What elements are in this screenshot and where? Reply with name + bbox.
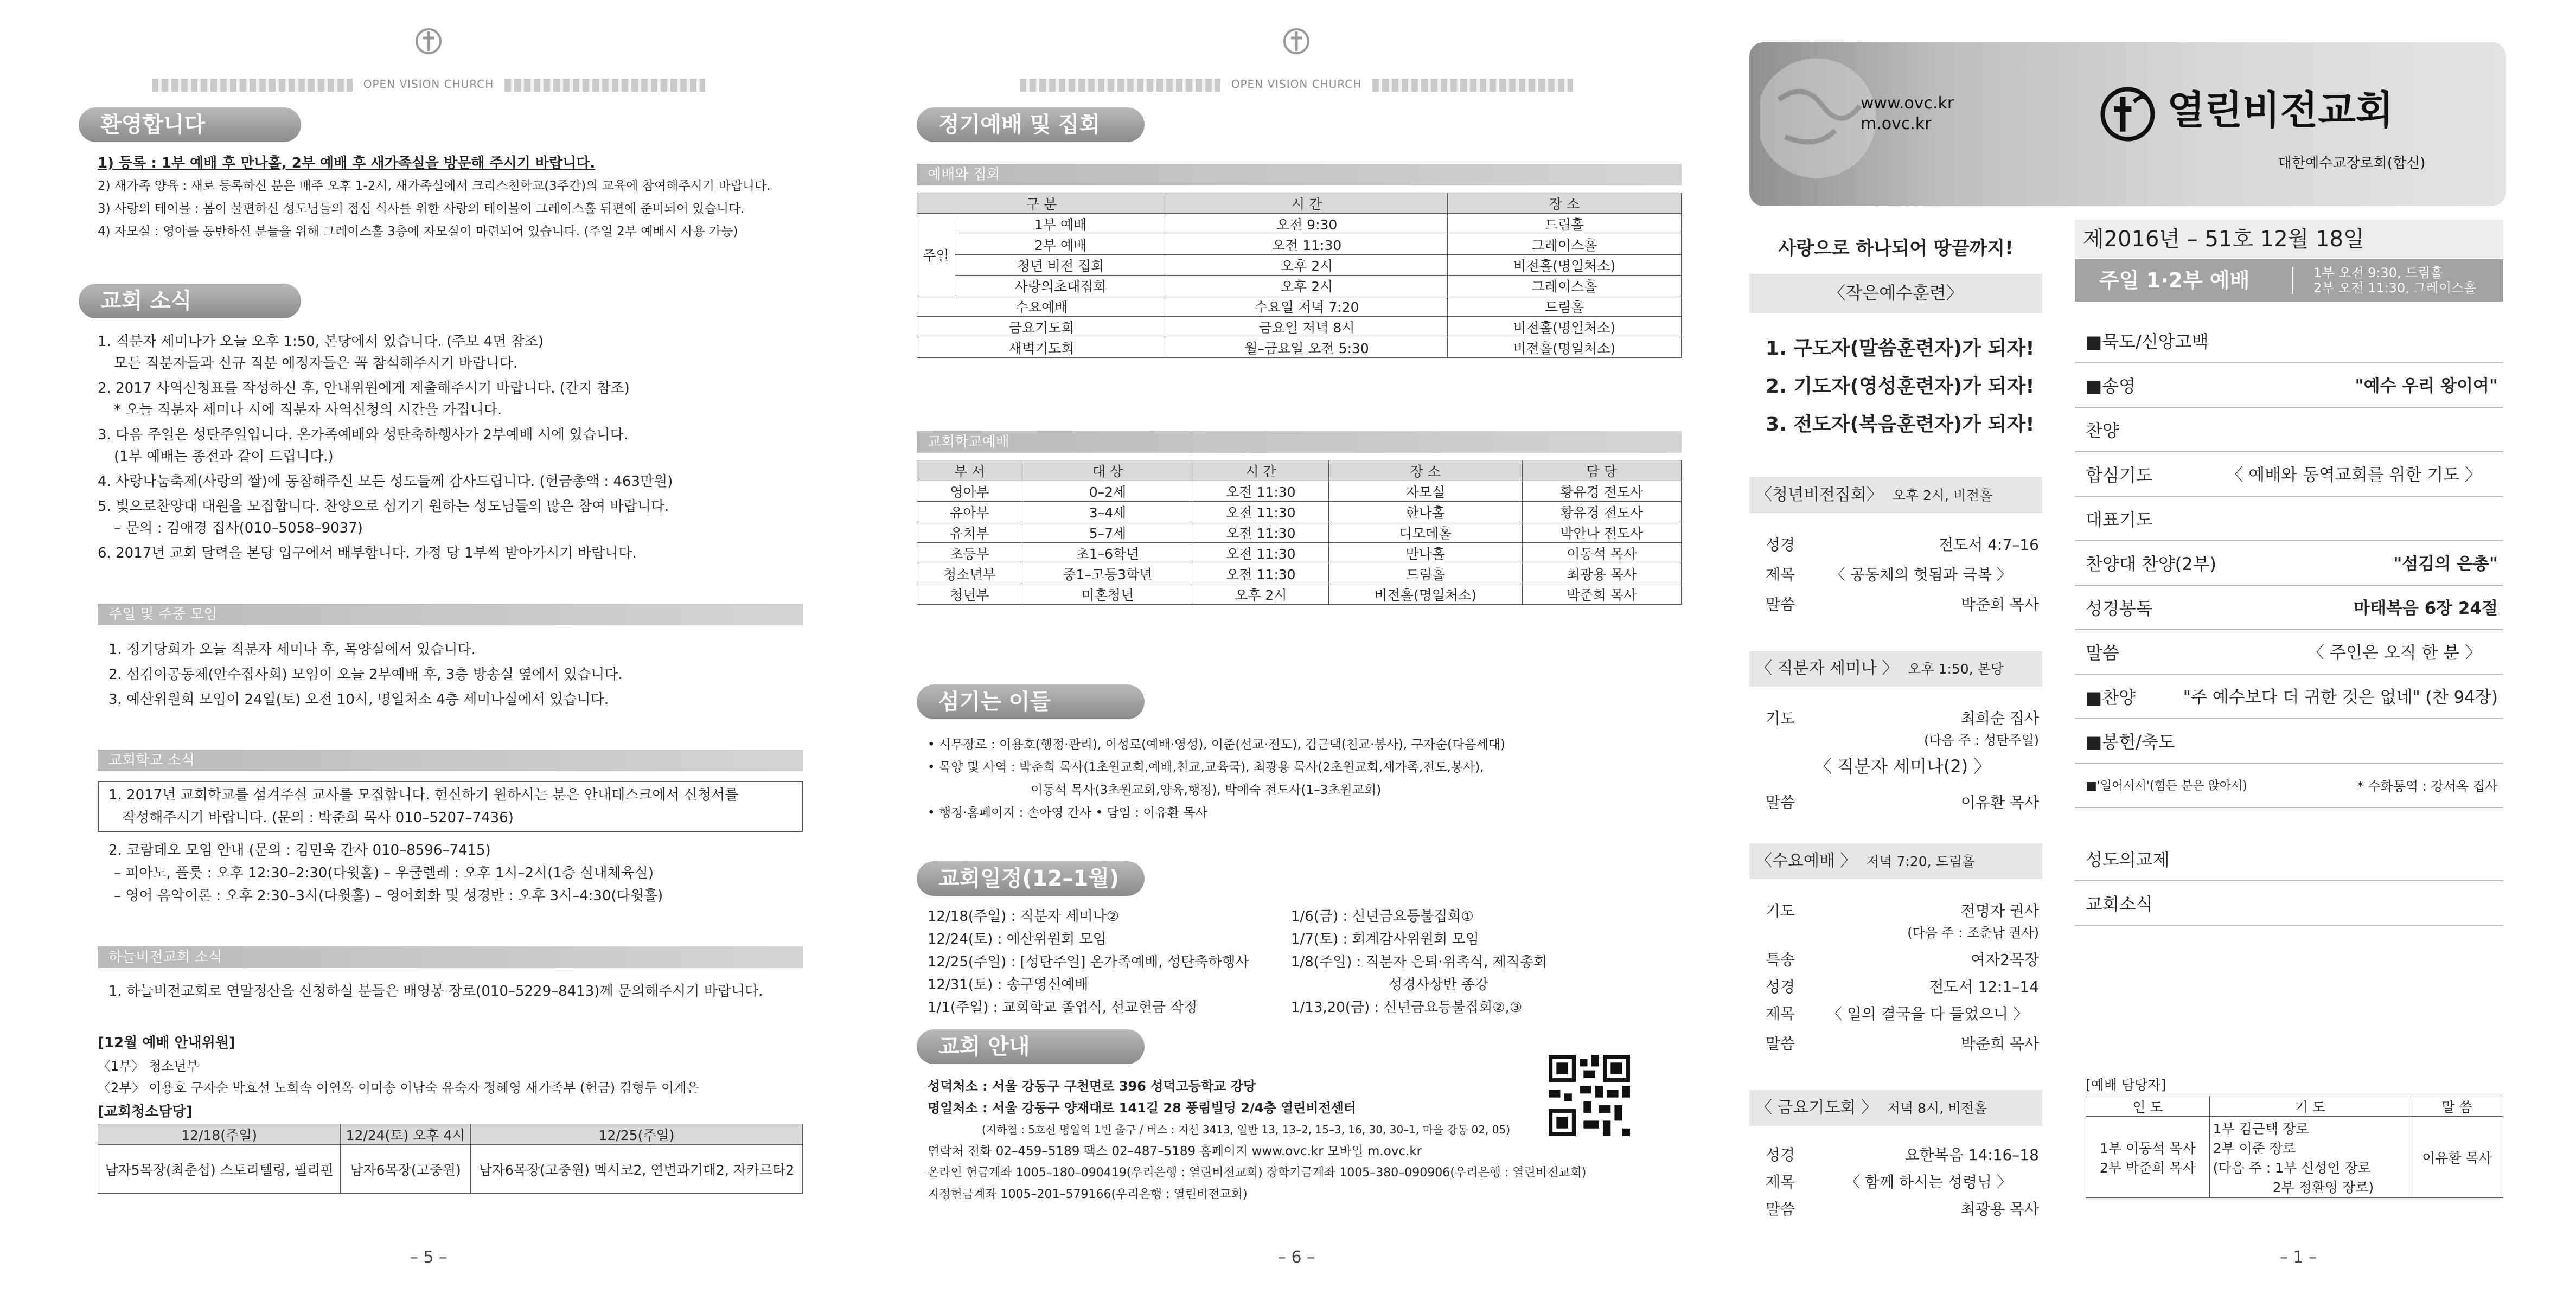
page-header: [868, 22, 1725, 91]
worship-cell: 오전 9:30: [1166, 214, 1448, 234]
worship-cell: 비전홀(명일처소): [1447, 255, 1681, 276]
youth-label: 성경: [1766, 536, 1795, 554]
church-name: 열린비전교회: [2167, 87, 2394, 133]
school-line: 1. 2017년 교회학교를 섬겨주실 교사를 모집합니다. 헌신하기 원하시는 분은 안내데스크에서 신청서를: [108, 787, 739, 803]
worship-cell: 1부 예배: [955, 214, 1166, 234]
duty-cell: 2부 박준희 목사: [2099, 1160, 2196, 1176]
service-time: 2부 오전 11:30, 그레이스홀: [2313, 280, 2477, 296]
worship-cell: 그레이스홀: [1447, 276, 1681, 296]
school-cell: 박안나 전도사: [1522, 522, 1681, 543]
order-value: "주 예수보다 더 귀한 것은 없네" (찬 94장): [2183, 688, 2498, 707]
seminar-label: 기도: [1766, 709, 1795, 727]
news-line: (1부 예배는 종전과 같이 드립니다.): [114, 449, 334, 465]
news-line: 2. 2017 사역신청표를 작성하신 후, 안내위원에게 제출해주시기 바랍니다. (간지 참조): [98, 380, 630, 396]
friday-value: 요한복음 14:16–18: [1904, 1146, 2039, 1164]
goal: 2. 기도자(영성훈련자)가 되자!: [1766, 375, 2035, 398]
friday-title: 〈 금요기도회 〉: [1756, 1098, 1877, 1117]
news-line: * 오늘 직분자 세미나 시에 직분자 사역신청의 시간을 가집니다.: [114, 402, 502, 418]
order-row: [2075, 631, 2503, 675]
worship-cell: 월–금요일 오전 5:30: [1166, 337, 1448, 358]
slogan: 사랑으로 하나되어 땅끝까지!: [1778, 238, 2014, 259]
cleaning-cell: 남자6목장(고중원) 멕시코2, 연변과기대2, 자카르타2: [470, 1145, 802, 1194]
school-cell: 중1–고등3학년: [1022, 563, 1193, 584]
info-line: 지정헌금계좌 1005–201–579166(우리은행 : 열린비전교회): [928, 1188, 1248, 1201]
church-name-en: OPEN VISION CHURCH: [363, 78, 494, 91]
seminar-value: 최희순 집사: [1960, 709, 2039, 727]
cleaning-header: 12/24(토) 오후 4시: [341, 1124, 471, 1145]
page-header: [0, 22, 857, 91]
worship-title: 정기예배 및 집회: [917, 107, 1145, 142]
worship-cell: 오후 2시: [1166, 255, 1448, 276]
page-number: – 1 –: [2279, 1248, 2317, 1267]
school-cell: 오전 11:30: [1193, 543, 1328, 563]
meeting-line: 2. 섬김이공동체(안수집사회) 모임이 오늘 2부예배 후, 3층 방송실 옆에서 있습니다.: [108, 667, 623, 683]
cleaning-header: 12/25(주일): [470, 1124, 802, 1145]
order-row: [2075, 765, 2503, 808]
school-cell: 이동석 목사: [1522, 543, 1681, 563]
worship-sunday: 주일: [917, 214, 955, 296]
duty-table: [2086, 1096, 2503, 1198]
church-logo-icon: [407, 22, 450, 60]
order-label: ■송영: [2086, 376, 2136, 396]
schedule-item: 성경사상반 종강: [1389, 977, 1489, 993]
heaven-subtitle: 하늘비전교회 소식: [98, 946, 803, 968]
worship-table: [917, 193, 1682, 358]
school-worship-table: [917, 460, 1682, 605]
order-value: 〈 주인은 오직 한 분 〉: [2307, 643, 2482, 663]
schedule-item: 12/31(토) : 송구영신예배: [928, 977, 1089, 993]
school-cell: 오후 2시: [1193, 584, 1328, 605]
wednesday-label: 성경: [1766, 978, 1795, 996]
school-cell: 청년부: [917, 584, 1022, 605]
duty-cell: (다음 주 : 1부 신성언 장로: [2213, 1160, 2371, 1176]
order-value: 〈 예배와 동역교회를 위한 기도 〉: [2226, 465, 2482, 485]
school-cell: 영아부: [917, 481, 1022, 502]
schedule-item: 1/1(주일) : 교회학교 졸업식, 선교헌금 작정: [928, 1000, 1198, 1016]
church-logo-icon: [2096, 83, 2159, 145]
school-cell: 오전 11:30: [1193, 563, 1328, 584]
order-row: [2075, 542, 2503, 586]
seminar-value: 〈 직분자 세미나(2) 〉: [1814, 756, 1991, 777]
order-row: [2075, 453, 2503, 497]
wednesday-header: [1749, 843, 2042, 879]
news-line: 4. 사랑나눔축제(사랑의 쌀)에 동참해주신 모든 성도들께 감사드립니다. (헌금총액 : 463만원): [98, 473, 673, 490]
order-row: [2075, 676, 2503, 719]
worship-header: 장 소: [1447, 193, 1681, 214]
page-number: – 5 –: [410, 1248, 448, 1267]
clean-title: [교회청소담당]: [98, 1104, 193, 1120]
news-line: 6. 2017년 교회 달력을 본당 입구에서 배부합니다. 가정 당 1부씩 받아가시기 바랍니다.: [98, 545, 637, 561]
info-line: 연락처 전화 02–459–5189 팩스 02–487–5189 홈페이지 www.ovc.kr 모바일 m.ovc.kr: [928, 1144, 1422, 1158]
worship-cell: 드림홀: [1447, 296, 1681, 317]
news-line: 3. 다음 주일은 성탄주일입니다. 온가족예배와 성탄축하행사가 2부예배 시에 있습니다.: [98, 427, 628, 443]
order-label: ■묵도/신앙고백: [2086, 331, 2209, 352]
cleaning-header: 12/18(주일): [98, 1124, 341, 1145]
school-line: 2. 코람데오 모임 안내 (문의 : 김민욱 간사 010–8596–7415): [108, 842, 491, 859]
info-line: 온라인 헌금계좌 1005–180–090419(우리은행 : 열린비전교회) 장학기금계좌 1005–380–090906(우리은행 : 열린비전교회): [928, 1166, 1587, 1180]
worship-cell: 드림홀: [1447, 214, 1681, 234]
serve-line: • 시무장로 : 이용호(행정·관리), 이성로(예배·영성), 이준(선교·전도), 김근택(친교·봉사), 구자순(다음세대): [928, 738, 1505, 752]
schedule-item: 1/13,20(금) : 신년금요등불집회②,③: [1291, 1000, 1523, 1016]
seminar-time: 오후 1:50, 본당: [1908, 661, 2004, 677]
schedule-item: 12/24(토) : 예산위원회 모임: [928, 931, 1107, 947]
seminar-header: [1749, 651, 2042, 687]
news-line: 1. 직분자 세미나가 오늘 오후 1:50, 본당에서 있습니다. (주보 4면 참조): [98, 334, 544, 350]
worship-cell: 수요예배: [917, 296, 1166, 317]
news-line: – 문의 : 김애경 집사(010–5058–9037): [114, 520, 363, 536]
serve-line: • 행정·홈페이지 : 손아영 간사 • 담임 : 이유환 목사: [928, 806, 1207, 820]
worship-cell: 금요기도회: [917, 317, 1166, 337]
duty-cell: 이유환 목사: [2411, 1117, 2503, 1198]
meeting-line: 3. 예산위원회 모임이 24일(토) 오전 10시, 명일처소 4층 세미나실에서 있습니다.: [108, 691, 609, 708]
school-header: 담 당: [1522, 460, 1681, 481]
wednesday-value: 전명자 권사: [1960, 902, 2039, 920]
youth-time: 오후 2시, 비전홀: [1892, 488, 1993, 503]
order-label: 찬양: [2086, 420, 2119, 441]
service-time: 1부 오전 9:30, 드림홀: [2313, 265, 2443, 280]
order-label: ■찬양: [2086, 687, 2136, 708]
seminar-value: 이유환 목사: [1960, 793, 2039, 811]
schedule-item: 12/25(주일) : [성탄주일] 온가족예배, 성탄축하행사: [928, 954, 1249, 970]
school-header: 장 소: [1328, 460, 1522, 481]
school-cell: 비전홀(명일처소): [1328, 584, 1522, 605]
school-cell: 오전 11:30: [1193, 522, 1328, 543]
school-cell: 유아부: [917, 502, 1022, 522]
duty-title: [예배 담당자]: [2086, 1077, 2166, 1093]
school-header: 대 상: [1022, 460, 1193, 481]
wednesday-value: 전도서 12:1–14: [1929, 978, 2039, 996]
youth-label: 제목: [1766, 566, 1795, 584]
worship-cell: 비전홀(명일처소): [1447, 317, 1681, 337]
page-number: – 6 –: [1277, 1248, 1315, 1267]
cover-header: [1749, 42, 2506, 206]
wednesday-title: 〈수요예배 〉: [1756, 851, 1857, 870]
order-row: [2075, 320, 2503, 363]
order-row: [2075, 838, 2503, 881]
guide-line: 〈1부〉 청소년부: [98, 1059, 199, 1074]
order-label: ■봉헌/축도: [2086, 732, 2175, 752]
school-header: 부 서: [917, 460, 1022, 481]
church-logo-icon: [1275, 22, 1318, 60]
news-title: 교회 소식: [79, 284, 301, 318]
order-label: 대표기도: [2086, 509, 2153, 530]
mobile-url: m.ovc.kr: [1861, 114, 1932, 133]
duty-header: 인 도: [2086, 1096, 2210, 1117]
seminar-value: (다음 주 : 성탄주일): [1924, 733, 2039, 748]
youth-title: 〈청년비전집회〉: [1756, 485, 1883, 504]
info-line: (지하철 : 5호선 명일역 1번 출구 / 버스 : 지선 3413, 일반 13, 13–2, 15–3, 16, 30, 30–1, 마을 강동 02, 05): [982, 1123, 1511, 1136]
school-cell: 디모데홀: [1328, 522, 1522, 543]
training-title: 〈작은예수훈련〉: [1828, 283, 1964, 303]
duty-cell: 2부 이준 장로: [2213, 1140, 2296, 1156]
order-row: [2075, 587, 2503, 630]
order-label: 합심기도: [2086, 465, 2153, 485]
welcome-title: 환영합니다: [79, 107, 301, 142]
cleaning-table: [98, 1124, 803, 1194]
school-header: 시 간: [1193, 460, 1328, 481]
goal: 3. 전도자(복음훈련자)가 되자!: [1766, 413, 2035, 435]
youth-value: 박준희 목사: [1960, 595, 2039, 613]
worship-cell: 금요일 저녁 8시: [1166, 317, 1448, 337]
page-1: [1749, 0, 2576, 1294]
youth-label: 말씀: [1766, 595, 1795, 613]
worship-cell: 비전홀(명일처소): [1447, 337, 1681, 358]
church-name-en: OPEN VISION CHURCH: [1231, 78, 1362, 91]
order-row: [2075, 882, 2503, 926]
wednesday-value: 여자2목장: [1970, 951, 2039, 969]
serve-line: • 목양 및 사역 : 박춘희 목사(1초원교회,예배,친교,교육국), 최광용 목사(2초원교회,새가족,전도,봉사),: [928, 760, 1484, 774]
worship-header: 시 간: [1166, 193, 1448, 214]
news-line: 모든 직분자들과 신규 직분 예정자들은 꼭 참석해주시기 바랍니다.: [114, 355, 518, 371]
meeting-subtitle: 주일 및 주중 모임: [98, 604, 803, 625]
school-cell: 만나홀: [1328, 543, 1522, 563]
duty-cell: 1부 이동석 목사: [2099, 1140, 2196, 1156]
duty-cell: 2부 정환영 장로): [2272, 1179, 2374, 1195]
heaven-line: 1. 하늘비전교회로 연말정산을 신청하실 분들은 배영봉 장로(010–5229–8413)께 문의해주시기 바랍니다.: [108, 983, 763, 1000]
wednesday-value: 〈 일의 결국을 다 들었으니 〉: [1827, 1005, 2028, 1023]
school-cell: 드림홀: [1328, 563, 1522, 584]
denomination: 대한예수교장로회(합신): [2278, 155, 2426, 171]
order-label: 성경봉독: [2086, 598, 2153, 619]
news-line: 5. 빛으로찬양대 대원을 모집합니다. 찬양으로 섬기기 원하는 성도님들의 많은 참여 바랍니다.: [98, 498, 669, 515]
goal: 1. 구도자(말씀훈련자)가 되자!: [1766, 337, 2035, 360]
issue-number: 제2016년 – 51호 12월 18일: [2083, 227, 2364, 252]
worship-cell: 사랑의초대집회: [955, 276, 1166, 296]
school-line: 작성해주시기 바랍니다. (문의 : 박준희 목사 010–5207–7436): [122, 810, 514, 826]
friday-value: 〈 함께 하시는 성령님 〉: [1845, 1173, 2012, 1191]
worship-cell: 오전 11:30: [1166, 234, 1448, 255]
friday-label: 말씀: [1766, 1200, 1795, 1218]
order-value: "예수 우리 왕이여": [2355, 376, 2498, 396]
serve-line: 이동석 목사(3초원교회,양육,행정), 박애숙 전도사(1–3초원교회): [1031, 783, 1382, 797]
school-line: – 피아노, 플룻 : 오후 12:30–2:30(다윗홀) – 우쿨렐레 : 오후 1시–2시(1층 실내체육실): [114, 865, 654, 881]
order-label: 성도의교제: [2086, 849, 2170, 870]
seminar-title: 〈 직분자 세미나 〉: [1756, 659, 1899, 678]
duty-header: 말 씀: [2411, 1096, 2503, 1117]
school-cell: 황유경 전도사: [1522, 502, 1681, 522]
wednesday-label: 제목: [1766, 1005, 1795, 1023]
school-cell: 유치부: [917, 522, 1022, 543]
order-value: 마태복음 6장 24절: [2354, 599, 2498, 618]
welcome-line: 3) 사랑의 테이블 : 몸이 불편하신 성도님들의 점심 식사를 위한 사랑의 테이블이 그레이스홀 뒤편에 준비되어 있습니다.: [98, 202, 745, 216]
info-line: 명일처소 : 서울 강동구 양재대로 141길 28 풍림빌딩 2/4층 열린비전센터: [928, 1100, 1357, 1116]
guide-title: [12월 예배 안내위원]: [98, 1035, 235, 1051]
school-cell: 오전 11:30: [1193, 481, 1328, 502]
order-row: [2075, 409, 2503, 452]
page-5: [0, 0, 857, 1294]
school-cell: 자모실: [1328, 481, 1522, 502]
friday-label: 제목: [1766, 1173, 1795, 1191]
school-cell: 최광용 목사: [1522, 563, 1681, 584]
school-cell: 5–7세: [1022, 522, 1193, 543]
order-label: ■'일어서서'(힘든 분은 앉아서): [2086, 779, 2247, 793]
welcome-line: 1) 등록 : 1부 예배 후 만나홀, 2부 예배 후 새가족실을 방문해 주시기 바랍니다.: [98, 155, 596, 171]
wednesday-label: 기도: [1766, 902, 1795, 920]
serve-title: 섬기는 이들: [917, 684, 1145, 719]
schedule-item: 1/6(금) : 신년금요등불집회①: [1291, 908, 1474, 925]
order-row: [2075, 364, 2503, 408]
service-divider: [2292, 267, 2293, 294]
wednesday-label: 말씀: [1766, 1035, 1795, 1053]
qr-code-icon: [1549, 1055, 1630, 1136]
order-row: [2075, 498, 2503, 541]
worship-cell: 청년 비전 집회: [955, 255, 1166, 276]
wednesday-time: 저녁 7:20, 드림홀: [1866, 854, 1976, 869]
schedule-item: 1/8(주일) : 직분자 은퇴·위촉식, 제직총회: [1291, 954, 1548, 970]
duty-header: 기 도: [2209, 1096, 2411, 1117]
website-url: www.ovc.kr: [1861, 94, 1954, 113]
friday-header: [1749, 1090, 2042, 1126]
info-line: 성덕처소 : 서울 강동구 구천면로 396 성덕고등학교 강당: [928, 1079, 1256, 1094]
cleaning-cell: 남자6목장(고중원): [341, 1145, 471, 1194]
school-worship-subtitle: 교회학교예배: [917, 431, 1682, 453]
friday-time: 저녁 8시, 비전홀: [1887, 1100, 1987, 1116]
duty-cell: 1부 김근택 장로: [2213, 1120, 2309, 1137]
worship-subtitle: 예배와 집회: [917, 164, 1682, 185]
welcome-line: 2) 새가족 양육 : 새로 등록하신 분은 매주 오후 1-2시, 새가족실에서 크리스천학교(3주간)의 교육에 참여해주시기 바랍니다.: [98, 179, 771, 193]
order-value: * 수화통역 : 강서옥 집사: [2357, 779, 2498, 794]
school-cell: 청소년부: [917, 563, 1022, 584]
welcome-line: 4) 자모실 : 영아를 동반하신 분들을 위해 그레이스홀 3층에 자모실이 마련되어 있습니다. (주일 2부 예배시 사용 가능): [98, 225, 738, 239]
guide-line: 〈2부〉 이용호 구자순 박효선 노희속 이연옥 이미송 이남숙 유숙자 정혜영 새가족부 (헌금) 김형두 이계은: [98, 1080, 699, 1096]
schedule-item: 1/7(토) : 회계감사위원회 모임: [1291, 931, 1479, 947]
worship-cell: 2부 예배: [955, 234, 1166, 255]
cleaning-cell: 남자5목장(최춘섭) 스토리텔링, 필리핀: [98, 1145, 341, 1194]
school-cell: 한나홀: [1328, 502, 1522, 522]
seminar-label: 말씀: [1766, 793, 1795, 811]
info-title: 교회 안내: [917, 1029, 1145, 1064]
page-6: [868, 0, 1725, 1294]
wednesday-value: 박준희 목사: [1960, 1035, 2039, 1053]
school-line: – 영어 음악이론 : 오후 2:30–3시(다윗홀) – 영어회화 및 성경반 : 오후 3시–4:30(다윗홀): [114, 888, 663, 904]
school-cell: 초등부: [917, 543, 1022, 563]
friday-value: 최광용 목사: [1960, 1200, 2039, 1218]
school-cell: 3–4세: [1022, 502, 1193, 522]
worship-cell: 그레이스홀: [1447, 234, 1681, 255]
school-cell: 미혼청년: [1022, 584, 1193, 605]
wednesday-value: (다음 주 : 조춘남 권사): [1907, 925, 2039, 940]
school-cell: 0–2세: [1022, 481, 1193, 502]
school-cell: 오전 11:30: [1193, 502, 1328, 522]
worship-cell: 새벽기도회: [917, 337, 1166, 358]
order-label: 찬양대 찬양(2부): [2086, 554, 2216, 574]
schedule-title: 교회일정(12–1월): [917, 861, 1145, 896]
friday-label: 성경: [1766, 1146, 1795, 1164]
schedule-item: 12/18(주일) : 직분자 세미나②: [928, 908, 1120, 925]
service-title: 주일 1·2부 예배: [2099, 268, 2250, 292]
school-cell: 초1–6학년: [1022, 543, 1193, 563]
youth-value: 전도서 4:7–16: [1939, 536, 2039, 554]
order-label: 교회소식: [2086, 894, 2153, 914]
school-cell: 황유경 전도사: [1522, 481, 1681, 502]
worship-cell: 오후 2시: [1166, 276, 1448, 296]
school-cell: 박준희 목사: [1522, 584, 1681, 605]
order-value: "섬김의 은총": [2393, 554, 2498, 574]
worship-cell: 수요일 저녁 7:20: [1166, 296, 1448, 317]
order-label: 말씀: [2086, 643, 2119, 663]
worship-header: 구 분: [917, 193, 1166, 214]
meeting-line: 1. 정기당회가 오늘 직분자 세미나 후, 목양실에서 있습니다.: [108, 642, 476, 658]
wednesday-label: 특송: [1766, 951, 1795, 969]
youth-header: [1749, 477, 2042, 513]
school-subtitle: 교회학교 소식: [98, 750, 803, 771]
youth-value: 〈 공동체의 헛됨과 극복 〉: [1830, 566, 2012, 584]
order-row: [2075, 720, 2503, 764]
